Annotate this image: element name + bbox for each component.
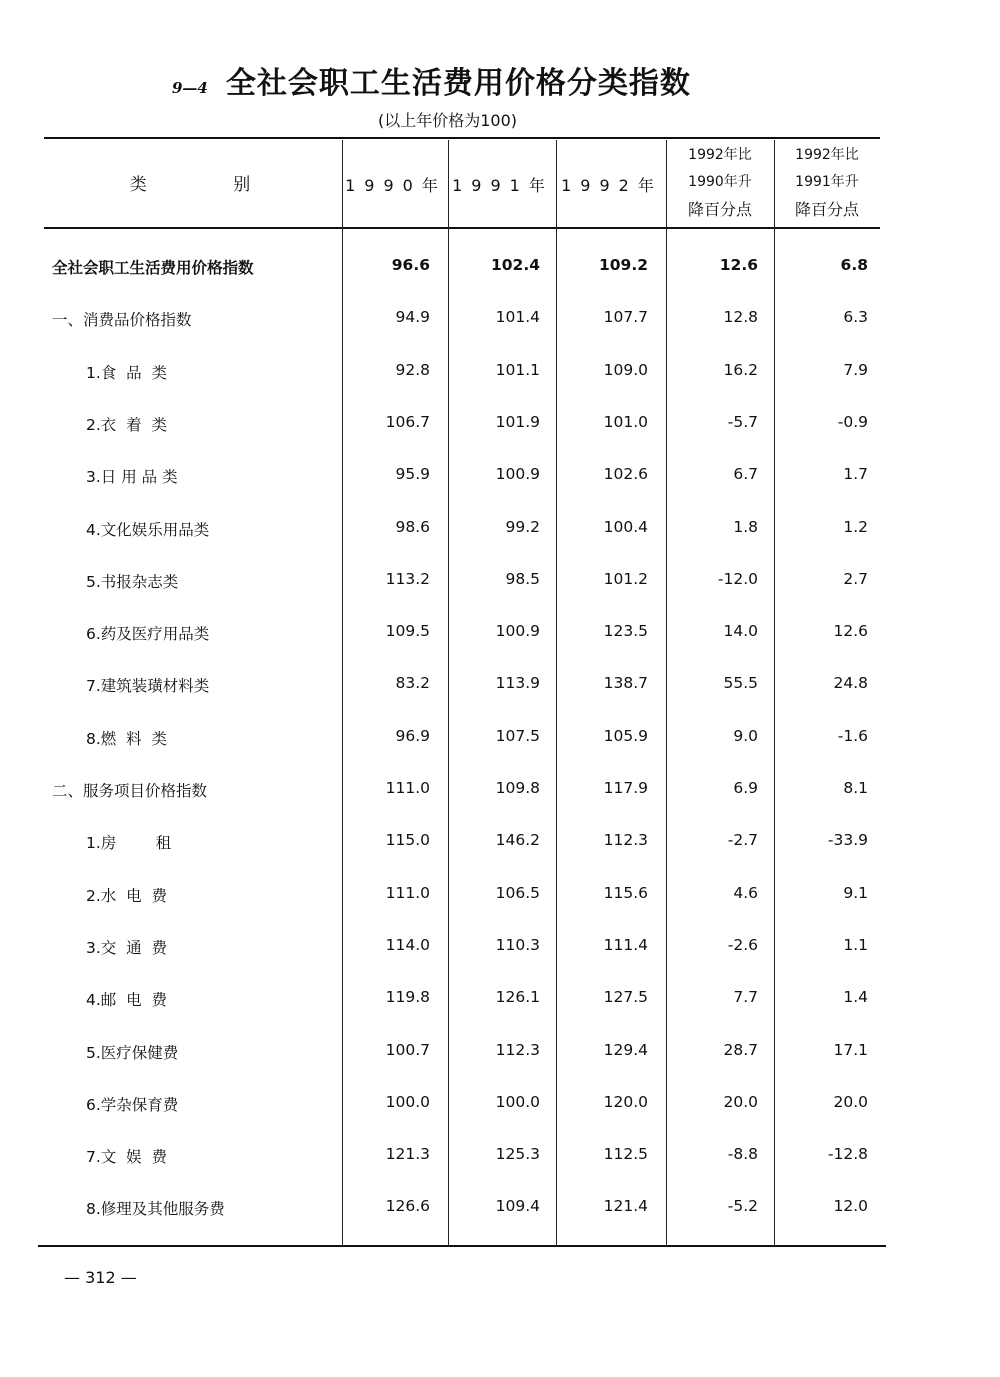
cell-v1991: 107.5 (495, 726, 540, 745)
cell-v1992: 109.2 (598, 256, 648, 274)
cell-v1991: 101.4 (495, 308, 540, 327)
row-label: 2.衣 着 类 (86, 415, 167, 434)
cell-v1990: 96.9 (395, 726, 430, 745)
cell-v1991: 106.5 (495, 883, 540, 902)
table-row (46, 256, 878, 286)
cell-v1991: 99.2 (505, 517, 540, 536)
table-row (46, 308, 878, 338)
table-row (46, 831, 878, 861)
row-label: 5.医疗保健费 (86, 1043, 179, 1062)
cell-d1991: 12.0 (833, 1197, 868, 1216)
cell-v1990: 111.0 (385, 883, 430, 902)
cell-d1991: -1.6 (837, 726, 868, 745)
cell-d1991: 6.8 (840, 256, 868, 274)
cell-d1990: 6.9 (733, 779, 758, 797)
cell-v1992: 123.5 (603, 622, 648, 641)
cell-v1992: 109.0 (603, 360, 648, 379)
header-1992: 1992年 (561, 176, 663, 195)
cell-v1990: 115.0 (385, 831, 430, 850)
cell-v1990: 100.7 (385, 1040, 430, 1059)
cell-d1990: 14.0 (723, 622, 758, 641)
header-change-vs-1991-line: 1992年比 (795, 147, 859, 163)
cell-d1990: 6.7 (733, 465, 758, 484)
header-change-vs-1990 (668, 142, 772, 223)
cell-v1991: 98.5 (505, 569, 540, 588)
cell-d1990: 28.7 (723, 1040, 758, 1059)
cell-v1992: 138.7 (603, 674, 648, 693)
cell-d1990: -8.8 (727, 1145, 758, 1164)
cell-v1991: 100.9 (495, 622, 540, 641)
cell-d1991: 17.1 (833, 1040, 868, 1059)
cell-v1991: 100.9 (495, 465, 540, 484)
cell-v1990: 96.6 (391, 256, 430, 274)
header-change-vs-1990-line: 1990年升 (688, 174, 752, 190)
bottom-rule (38, 1245, 886, 1247)
cell-d1990: 12.6 (719, 256, 758, 274)
cell-v1990: 126.6 (385, 1197, 430, 1216)
row-label: 8.燃 料 类 (86, 729, 167, 748)
cell-d1990: -12.0 (717, 569, 758, 588)
cell-d1990: -2.6 (727, 935, 758, 954)
cell-v1990: 95.9 (395, 465, 430, 484)
cell-d1991: -12.8 (827, 1145, 868, 1164)
cell-d1990: 4.6 (733, 883, 758, 902)
cell-d1990: 7.7 (733, 988, 758, 1007)
header-1991: 1991年 (452, 176, 554, 195)
cell-d1990: 55.5 (723, 674, 758, 693)
cell-v1990: 100.0 (385, 1092, 430, 1111)
cell-v1992: 115.6 (603, 883, 648, 902)
row-label: 3.日 用 品 类 (86, 468, 178, 487)
table-row (46, 936, 878, 966)
cell-v1992: 112.5 (603, 1145, 648, 1164)
cell-v1991: 125.3 (495, 1145, 540, 1164)
cell-v1992: 117.9 (603, 779, 648, 797)
cell-v1990: 83.2 (395, 674, 430, 693)
cell-v1991: 146.2 (495, 831, 540, 850)
cell-d1991: 1.1 (843, 935, 868, 954)
cell-v1991: 101.9 (495, 412, 540, 431)
cell-d1990: 9.0 (733, 726, 758, 745)
cell-d1990: -2.7 (727, 831, 758, 850)
row-label: 1.食 品 类 (86, 363, 167, 382)
cell-d1990: -5.2 (727, 1197, 758, 1216)
table-row (46, 674, 878, 704)
row-label: 6.药及医疗用品类 (86, 625, 210, 644)
cell-d1991: 1.2 (843, 517, 868, 536)
table-row (46, 988, 878, 1018)
table-row (46, 622, 878, 652)
header-change-vs-1990-line: 1992年比 (688, 147, 752, 163)
cell-d1990: 20.0 (723, 1092, 758, 1111)
table-row (46, 413, 878, 443)
cell-v1992: 120.0 (603, 1092, 648, 1111)
row-label: 全社会职工生活费用价格指数 (52, 259, 254, 277)
table-row (46, 884, 878, 914)
cell-d1990: 16.2 (723, 360, 758, 379)
cell-v1991: 126.1 (495, 988, 540, 1007)
page-number: — 312 — (64, 1268, 137, 1287)
cell-v1990: 106.7 (385, 412, 430, 431)
cell-v1992: 112.3 (603, 831, 648, 850)
cell-v1990: 114.0 (385, 935, 430, 954)
cell-d1991: -33.9 (827, 831, 868, 850)
header-1990: 1990年 (345, 176, 447, 195)
cell-v1991: 112.3 (495, 1040, 540, 1059)
header-change-vs-1991-line: 降百分点 (794, 200, 859, 219)
header-bottom-rule (44, 227, 880, 229)
row-label: 4.邮 电 费 (86, 991, 167, 1010)
cell-v1992: 100.4 (603, 517, 648, 536)
title-block (172, 58, 691, 102)
header-category: 类 别 (129, 175, 251, 195)
row-label: 6.学杂保育费 (86, 1095, 179, 1114)
subtitle: (以上年价格为100) (378, 111, 518, 130)
cell-v1990: 92.8 (395, 360, 430, 379)
row-label: 7.建筑装璜材料类 (86, 677, 210, 696)
cell-d1990: 1.8 (733, 517, 758, 536)
row-label: 3.交 通 费 (86, 938, 167, 957)
cell-v1992: 102.6 (603, 465, 648, 484)
cell-d1991: 2.7 (843, 569, 868, 588)
cell-v1992: 121.4 (603, 1197, 648, 1216)
cell-d1990: -5.7 (727, 412, 758, 431)
cell-v1990: 119.8 (385, 988, 430, 1007)
header-change-vs-1991 (776, 142, 878, 223)
row-label: 4.文化娱乐用品类 (86, 520, 210, 539)
row-label: 7.文 娱 费 (86, 1148, 167, 1167)
cell-v1991: 100.0 (495, 1092, 540, 1111)
table-row (46, 727, 878, 757)
table-row (46, 1197, 878, 1227)
table-row (46, 465, 878, 495)
cell-d1991: 7.9 (843, 360, 868, 379)
row-label: 8.修理及其他服务费 (86, 1200, 225, 1219)
cell-v1992: 111.4 (603, 935, 648, 954)
cell-v1992: 127.5 (603, 988, 648, 1007)
cell-v1992: 101.0 (603, 412, 648, 431)
header-change-vs-1990-line: 降百分点 (687, 200, 752, 219)
cell-v1992: 107.7 (603, 308, 648, 327)
cell-v1992: 105.9 (603, 726, 648, 745)
cell-d1991: 1.4 (843, 988, 868, 1007)
cell-d1991: 9.1 (843, 883, 868, 902)
table-row (46, 570, 878, 600)
cell-v1990: 109.5 (385, 622, 430, 641)
cell-d1990: 12.8 (723, 308, 758, 327)
cell-v1991: 113.9 (495, 674, 540, 693)
cell-v1990: 111.0 (385, 779, 430, 797)
cell-v1991: 102.4 (490, 256, 540, 274)
table-row (46, 518, 878, 548)
cell-d1991: 12.6 (833, 622, 868, 641)
cell-v1992: 129.4 (603, 1040, 648, 1059)
row-label: 5.书报杂志类 (86, 572, 179, 591)
cell-v1991: 109.4 (495, 1197, 540, 1216)
page-title: 全社会职工生活费用价格分类指数 (225, 66, 691, 101)
cell-d1991: 6.3 (843, 308, 868, 327)
table-row (46, 1145, 878, 1175)
cell-v1990: 121.3 (385, 1145, 430, 1164)
cell-v1990: 94.9 (395, 308, 430, 327)
cell-d1991: 8.1 (843, 779, 868, 797)
table-row (46, 361, 878, 391)
cell-d1991: -0.9 (837, 412, 868, 431)
header-change-vs-1991-line: 1991年升 (795, 174, 859, 190)
cell-v1990: 113.2 (385, 569, 430, 588)
row-label: 二、服务项目价格指数 (52, 782, 208, 800)
row-label: 1.房 租 (86, 834, 172, 853)
table-row (46, 1041, 878, 1071)
cell-v1991: 109.8 (495, 779, 540, 797)
table-row (46, 779, 878, 809)
table-row (46, 1093, 878, 1123)
cell-v1990: 98.6 (395, 517, 430, 536)
row-label: 2.水 电 费 (86, 886, 167, 905)
cell-v1992: 101.2 (603, 569, 648, 588)
row-label: 一、消费品价格指数 (52, 311, 192, 330)
cell-d1991: 1.7 (843, 465, 868, 484)
cell-d1991: 20.0 (833, 1092, 868, 1111)
cell-v1991: 110.3 (495, 935, 540, 954)
top-rule (44, 137, 880, 139)
cell-v1991: 101.1 (495, 360, 540, 379)
cell-d1991: 24.8 (833, 674, 868, 693)
table-number: 9—4 (172, 79, 208, 97)
